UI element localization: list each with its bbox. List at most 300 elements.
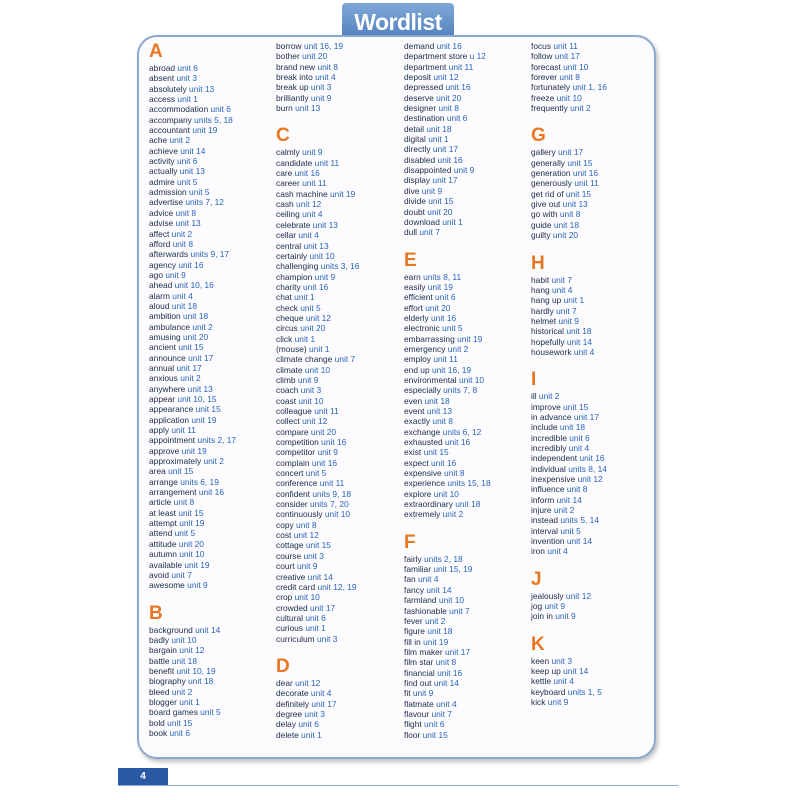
word: helmet: [531, 315, 557, 326]
word: get rid of: [531, 188, 564, 199]
word-entry: [531, 412, 656, 422]
word: focus: [531, 41, 552, 51]
unit-reference: unit 16: [437, 154, 463, 165]
word-entry: [149, 718, 277, 728]
word: dive: [404, 185, 420, 196]
word-entry: [404, 217, 532, 227]
word-entry: [404, 668, 532, 678]
word-entry: [276, 406, 404, 416]
word-entry: [149, 177, 277, 187]
word: effort: [404, 302, 423, 313]
unit-reference: unit 7: [551, 274, 572, 285]
unit-reference: unit 18: [455, 499, 481, 510]
unit-reference: unit 8: [566, 484, 588, 495]
word-entry: [404, 272, 532, 282]
word: awesome: [149, 580, 185, 591]
unit-reference: unit 2: [538, 391, 560, 402]
word: flight: [404, 719, 422, 730]
word: doubt: [404, 206, 425, 217]
unit-reference: unit 20: [300, 323, 326, 334]
word: keep up: [531, 666, 561, 677]
unit-reference: unit 7: [431, 708, 452, 719]
word-entry: [404, 416, 532, 426]
word: creative: [276, 571, 306, 582]
word: kick: [531, 697, 546, 708]
unit-reference: unit 15: [167, 717, 193, 728]
word: injure: [531, 505, 552, 516]
unit-reference: unit 20: [436, 92, 462, 103]
word-entry: [404, 51, 532, 61]
unit-reference: unit 9: [547, 697, 569, 708]
word: disabled: [404, 154, 436, 165]
word-entry: [276, 603, 404, 613]
word: employ: [404, 354, 431, 365]
word-entry: [404, 637, 532, 647]
word: digital: [404, 134, 426, 145]
word: attempt: [149, 518, 177, 529]
word-entry: [531, 611, 656, 621]
unit-reference: unit 13: [312, 219, 338, 230]
unit-reference: unit 12: [179, 645, 205, 656]
word: consider: [276, 499, 308, 510]
unit-reference: unit 10: [171, 634, 197, 645]
unit-reference: unit 1: [563, 295, 585, 306]
word-entry: [276, 158, 404, 168]
word-entry: [404, 709, 532, 719]
word-entry: [276, 709, 404, 719]
word-entry: [404, 134, 532, 144]
unit-reference: units 1, 5: [567, 686, 602, 697]
word-entry: [531, 347, 656, 357]
word: fairly: [404, 553, 422, 564]
word-entry: [276, 623, 404, 633]
word: approve: [149, 445, 180, 456]
word: independent: [531, 453, 578, 464]
word: expensive: [404, 468, 442, 479]
word: exactly: [404, 416, 431, 427]
word: anxious: [149, 373, 178, 384]
word-entry: [531, 474, 656, 484]
unit-reference: unit 8: [173, 497, 195, 508]
letter-heading: A: [149, 41, 163, 62]
word: coach: [276, 385, 299, 396]
word-entry: [531, 687, 656, 697]
unit-reference: unit 3: [310, 82, 332, 93]
unit-reference: unit 8: [172, 238, 194, 249]
unit-reference: unit 17: [444, 646, 471, 657]
unit-reference: unit 19: [179, 518, 205, 529]
word-entry: [276, 209, 404, 219]
unit-reference: unit 14: [195, 624, 221, 635]
word: at least: [149, 507, 177, 518]
word: bother: [276, 51, 300, 62]
word: apply: [149, 425, 170, 436]
word: deserve: [404, 92, 434, 103]
unit-reference: unit 5: [189, 187, 210, 198]
word-entry: [149, 239, 277, 249]
unit-reference: units 7, 12: [185, 197, 224, 208]
word: individual: [531, 463, 566, 474]
word: climate change: [276, 354, 333, 365]
word-entry: [149, 487, 277, 497]
unit-reference: unit 7: [556, 305, 577, 316]
word: break up: [276, 82, 309, 93]
word-entry: [276, 334, 404, 344]
word: candidate: [276, 157, 313, 168]
word: fit: [404, 688, 411, 699]
unit-reference: unit 15: [195, 404, 221, 415]
word: fortunately: [531, 82, 571, 93]
unit-reference: units 5, 18: [194, 114, 233, 125]
unit-reference: unit 9: [544, 601, 566, 612]
word: cash machine: [276, 188, 328, 199]
word-entry: [276, 572, 404, 582]
word-entry: [404, 678, 532, 688]
word: jog: [531, 601, 543, 612]
word: annual: [149, 362, 175, 373]
word-entry: [149, 635, 277, 645]
unit-reference: unit 12: [565, 590, 592, 601]
word-entry: [404, 385, 532, 395]
unit-reference: unit 15: [567, 157, 593, 168]
word-entry: [276, 354, 404, 364]
unit-reference: unit 2: [203, 456, 224, 467]
unit-reference: unit 5: [174, 528, 196, 539]
unit-reference: units 15, 18: [447, 478, 491, 489]
wordlist-column-4: [531, 41, 656, 708]
unit-reference: unit 15: [563, 401, 589, 412]
unit-reference: unit 1: [177, 94, 198, 105]
word-entry: [404, 509, 532, 519]
unit-reference: unit 4: [172, 290, 193, 301]
word: frequently: [531, 103, 568, 114]
unit-reference: unit 14: [433, 677, 459, 688]
word-entry: [276, 292, 404, 302]
word: cheque: [276, 312, 304, 323]
word: expect: [404, 457, 429, 468]
unit-reference: unit 4: [436, 698, 457, 709]
word: achieve: [149, 145, 178, 156]
unit-reference: unit 15: [178, 507, 204, 518]
word: abroad: [149, 63, 176, 73]
word-entry: [404, 699, 532, 709]
unit-reference: unit 6: [305, 612, 326, 623]
word: emergency: [404, 343, 446, 354]
word-entry: [531, 275, 656, 285]
word: break into: [276, 72, 313, 83]
word: degree: [276, 708, 303, 719]
unit-reference: unit 20: [178, 538, 204, 549]
word-entry: [149, 656, 277, 666]
unit-reference: unit 18: [566, 326, 592, 337]
word-entry: [404, 303, 532, 313]
word-entry: [531, 230, 656, 240]
letter-heading: I: [531, 369, 537, 391]
word-entry: [531, 199, 656, 209]
word: cash: [276, 199, 294, 210]
section-gap: [276, 644, 404, 656]
unit-reference: unit 19: [423, 636, 449, 647]
word: (mouse): [276, 343, 307, 354]
word: definitely: [276, 698, 310, 709]
word: available: [149, 559, 183, 570]
unit-reference: unit 5: [305, 468, 327, 479]
unit-reference: unit 18: [424, 395, 450, 406]
word-entry: [276, 313, 404, 323]
word-entry: [404, 186, 532, 196]
word-entry: [276, 189, 404, 199]
section-gap: [531, 557, 656, 569]
unit-reference: unit 2: [447, 343, 469, 354]
word: include: [531, 422, 558, 433]
word: competition: [276, 437, 319, 448]
section-gap: [404, 238, 532, 250]
word: collect: [276, 416, 300, 427]
word-entry: [149, 373, 277, 383]
word: depressed: [404, 82, 444, 93]
unit-reference: unit 16, 19: [303, 41, 344, 51]
word-entry: [404, 207, 532, 217]
word-entry: [149, 666, 277, 676]
unit-reference: units 8, 14: [568, 463, 607, 474]
word-entry: [276, 51, 404, 61]
word-entry: [276, 241, 404, 251]
word-entry: [531, 285, 656, 295]
unit-reference: unit 19: [184, 559, 210, 570]
word: jealously: [531, 590, 564, 601]
unit-reference: unit 16: [572, 168, 599, 179]
word-entry: [149, 425, 277, 435]
unit-reference: unit 14: [426, 584, 452, 595]
word-entry: [531, 41, 656, 51]
unit-reference: unit 16: [445, 82, 471, 93]
unit-reference: unit 5: [442, 323, 463, 334]
word: climb: [276, 374, 296, 385]
unit-reference: unit 15: [168, 466, 194, 477]
word: complain: [276, 457, 310, 468]
word-entry: [149, 342, 277, 352]
word-entry: [404, 719, 532, 729]
unit-reference: unit 16: [311, 457, 338, 468]
unit-reference: unit 17: [432, 144, 459, 155]
unit-reference: unit 4: [310, 688, 332, 699]
word: exist: [404, 447, 422, 458]
word: explore: [404, 488, 432, 499]
word-entry: [531, 51, 656, 61]
unit-reference: unit 19: [192, 125, 218, 136]
word-entry: [531, 168, 656, 178]
section-gap: [531, 241, 656, 253]
word: generously: [531, 178, 572, 189]
word-entry: [404, 354, 532, 364]
unit-reference: unit 8: [175, 207, 197, 218]
unit-reference: unit 3: [303, 550, 324, 561]
unit-reference: unit 11: [553, 41, 578, 51]
word-entry: [276, 551, 404, 561]
word: instead: [531, 515, 559, 526]
word: accommodation: [149, 104, 209, 115]
unit-reference: unit 9: [165, 269, 186, 280]
unit-reference: unit 6: [176, 156, 198, 167]
word-entry: [531, 656, 656, 666]
word: conference: [276, 478, 318, 489]
word: bold: [149, 717, 165, 728]
word: easily: [404, 281, 426, 292]
word: calmly: [276, 147, 300, 158]
word-entry: [149, 707, 277, 717]
word-entry: [531, 158, 656, 168]
word: announce: [149, 352, 186, 363]
word: competitor: [276, 447, 316, 458]
word: advice: [149, 207, 174, 218]
unit-reference: unit 1: [442, 216, 463, 227]
word-entry: [531, 295, 656, 305]
unit-reference: unit 19: [330, 188, 356, 199]
word-entry: [149, 539, 277, 549]
word: benefit: [149, 665, 175, 676]
unit-reference: unit 16: [437, 667, 463, 678]
word-entry: [531, 391, 656, 401]
word: curious: [276, 623, 303, 634]
unit-reference: unit 17: [188, 352, 214, 363]
unit-reference: unit 10: [438, 595, 465, 606]
word: copy: [276, 519, 294, 530]
unit-reference: units 5, 14: [560, 515, 599, 526]
wordlist-column-1: [149, 41, 277, 738]
word: embarrassing: [404, 333, 455, 344]
word: actually: [149, 166, 178, 177]
unit-reference: unit 10: [433, 488, 459, 499]
word-entry: [149, 446, 277, 456]
word-entry: [149, 187, 277, 197]
unit-reference: unit 18: [171, 655, 197, 666]
word: detail: [404, 123, 425, 134]
word-entry: [404, 103, 532, 113]
word-entry: [149, 435, 277, 445]
word-entry: [149, 125, 277, 135]
word: flatmate: [404, 698, 434, 709]
word-entry: [149, 166, 277, 176]
word-entry: [276, 178, 404, 188]
word: delete: [276, 729, 299, 740]
word: amusing: [149, 331, 181, 342]
word: earn: [404, 271, 421, 282]
word-entry: [149, 291, 277, 301]
unit-reference: unit 8: [317, 61, 338, 72]
word-entry: [276, 437, 404, 447]
word: ahead: [149, 280, 173, 291]
unit-reference: unit 8: [435, 657, 457, 668]
word-entry: [404, 616, 532, 626]
unit-reference: unit 18: [553, 219, 579, 230]
unit-reference: unit 2: [171, 228, 193, 239]
word-entry: [276, 699, 404, 709]
word: curriculum: [276, 633, 315, 644]
unit-reference: unit 16: [579, 453, 605, 464]
unit-reference: units 7, 20: [309, 499, 349, 510]
word-entry: [276, 62, 404, 72]
word: figure: [404, 626, 425, 637]
word: access: [149, 94, 176, 105]
unit-reference: unit 4: [302, 209, 323, 220]
word-entry: [404, 41, 532, 51]
word: continuously: [276, 509, 323, 520]
word: keyboard: [531, 686, 566, 697]
word: guide: [531, 219, 552, 230]
unit-reference: unit 6: [210, 104, 231, 115]
word: attend: [149, 528, 173, 539]
word: go with: [531, 209, 558, 220]
word: divide: [404, 196, 426, 207]
word: coast: [276, 395, 297, 406]
unit-reference: unit 9: [453, 165, 475, 176]
unit-reference: unit 11: [433, 354, 458, 365]
word-entry: [276, 499, 404, 509]
word: find out: [404, 677, 432, 688]
word: event: [404, 406, 425, 416]
unit-reference: unit 9: [187, 580, 208, 591]
word-entry: [531, 495, 656, 505]
word-entry: [149, 466, 277, 476]
unit-reference: unit 11: [314, 157, 340, 168]
unit-reference: unit 4: [551, 284, 573, 295]
letter-heading: D: [276, 655, 290, 677]
unit-reference: unit 15: [428, 196, 454, 207]
word: autumn: [149, 549, 177, 560]
word: accompany: [149, 114, 192, 125]
word-entry: [149, 363, 277, 373]
word: environmental: [404, 374, 457, 385]
word: agency: [149, 259, 177, 270]
word: fan: [404, 574, 416, 585]
word-entry: [531, 591, 656, 601]
word: admission: [149, 187, 187, 198]
word: keen: [531, 655, 550, 666]
word-entry: [276, 375, 404, 385]
section-gap: [531, 113, 656, 125]
word-entry: [404, 282, 532, 292]
word-entry: [149, 301, 277, 311]
unit-reference: unit 8: [438, 103, 459, 114]
unit-reference: unit 17: [309, 602, 336, 613]
unit-reference: unit 6: [446, 113, 468, 124]
word-entry: [276, 592, 404, 602]
word-entry: [404, 375, 532, 385]
word-entry: [149, 384, 277, 394]
word: afterwards: [149, 249, 189, 260]
word-entry: [404, 155, 532, 165]
word-entry: [531, 601, 656, 611]
word-entry: [404, 499, 532, 509]
word-entry: [404, 554, 532, 564]
word-entry: [276, 282, 404, 292]
word-entry: [276, 561, 404, 571]
word: department: [404, 61, 447, 72]
word: give out: [531, 199, 561, 210]
unit-reference: unit 11: [574, 178, 599, 189]
word-entry: [404, 626, 532, 636]
unit-reference: unit 2: [171, 686, 193, 697]
word-entry: [276, 427, 404, 437]
word: central: [276, 240, 302, 251]
unit-reference: unit 2: [442, 509, 464, 520]
word: absent: [149, 73, 175, 84]
word-entry: [531, 676, 656, 686]
unit-reference: units 6, 19: [180, 476, 219, 487]
word-entry: [404, 227, 532, 237]
word-entry: [276, 261, 404, 271]
word-entry: [276, 272, 404, 282]
